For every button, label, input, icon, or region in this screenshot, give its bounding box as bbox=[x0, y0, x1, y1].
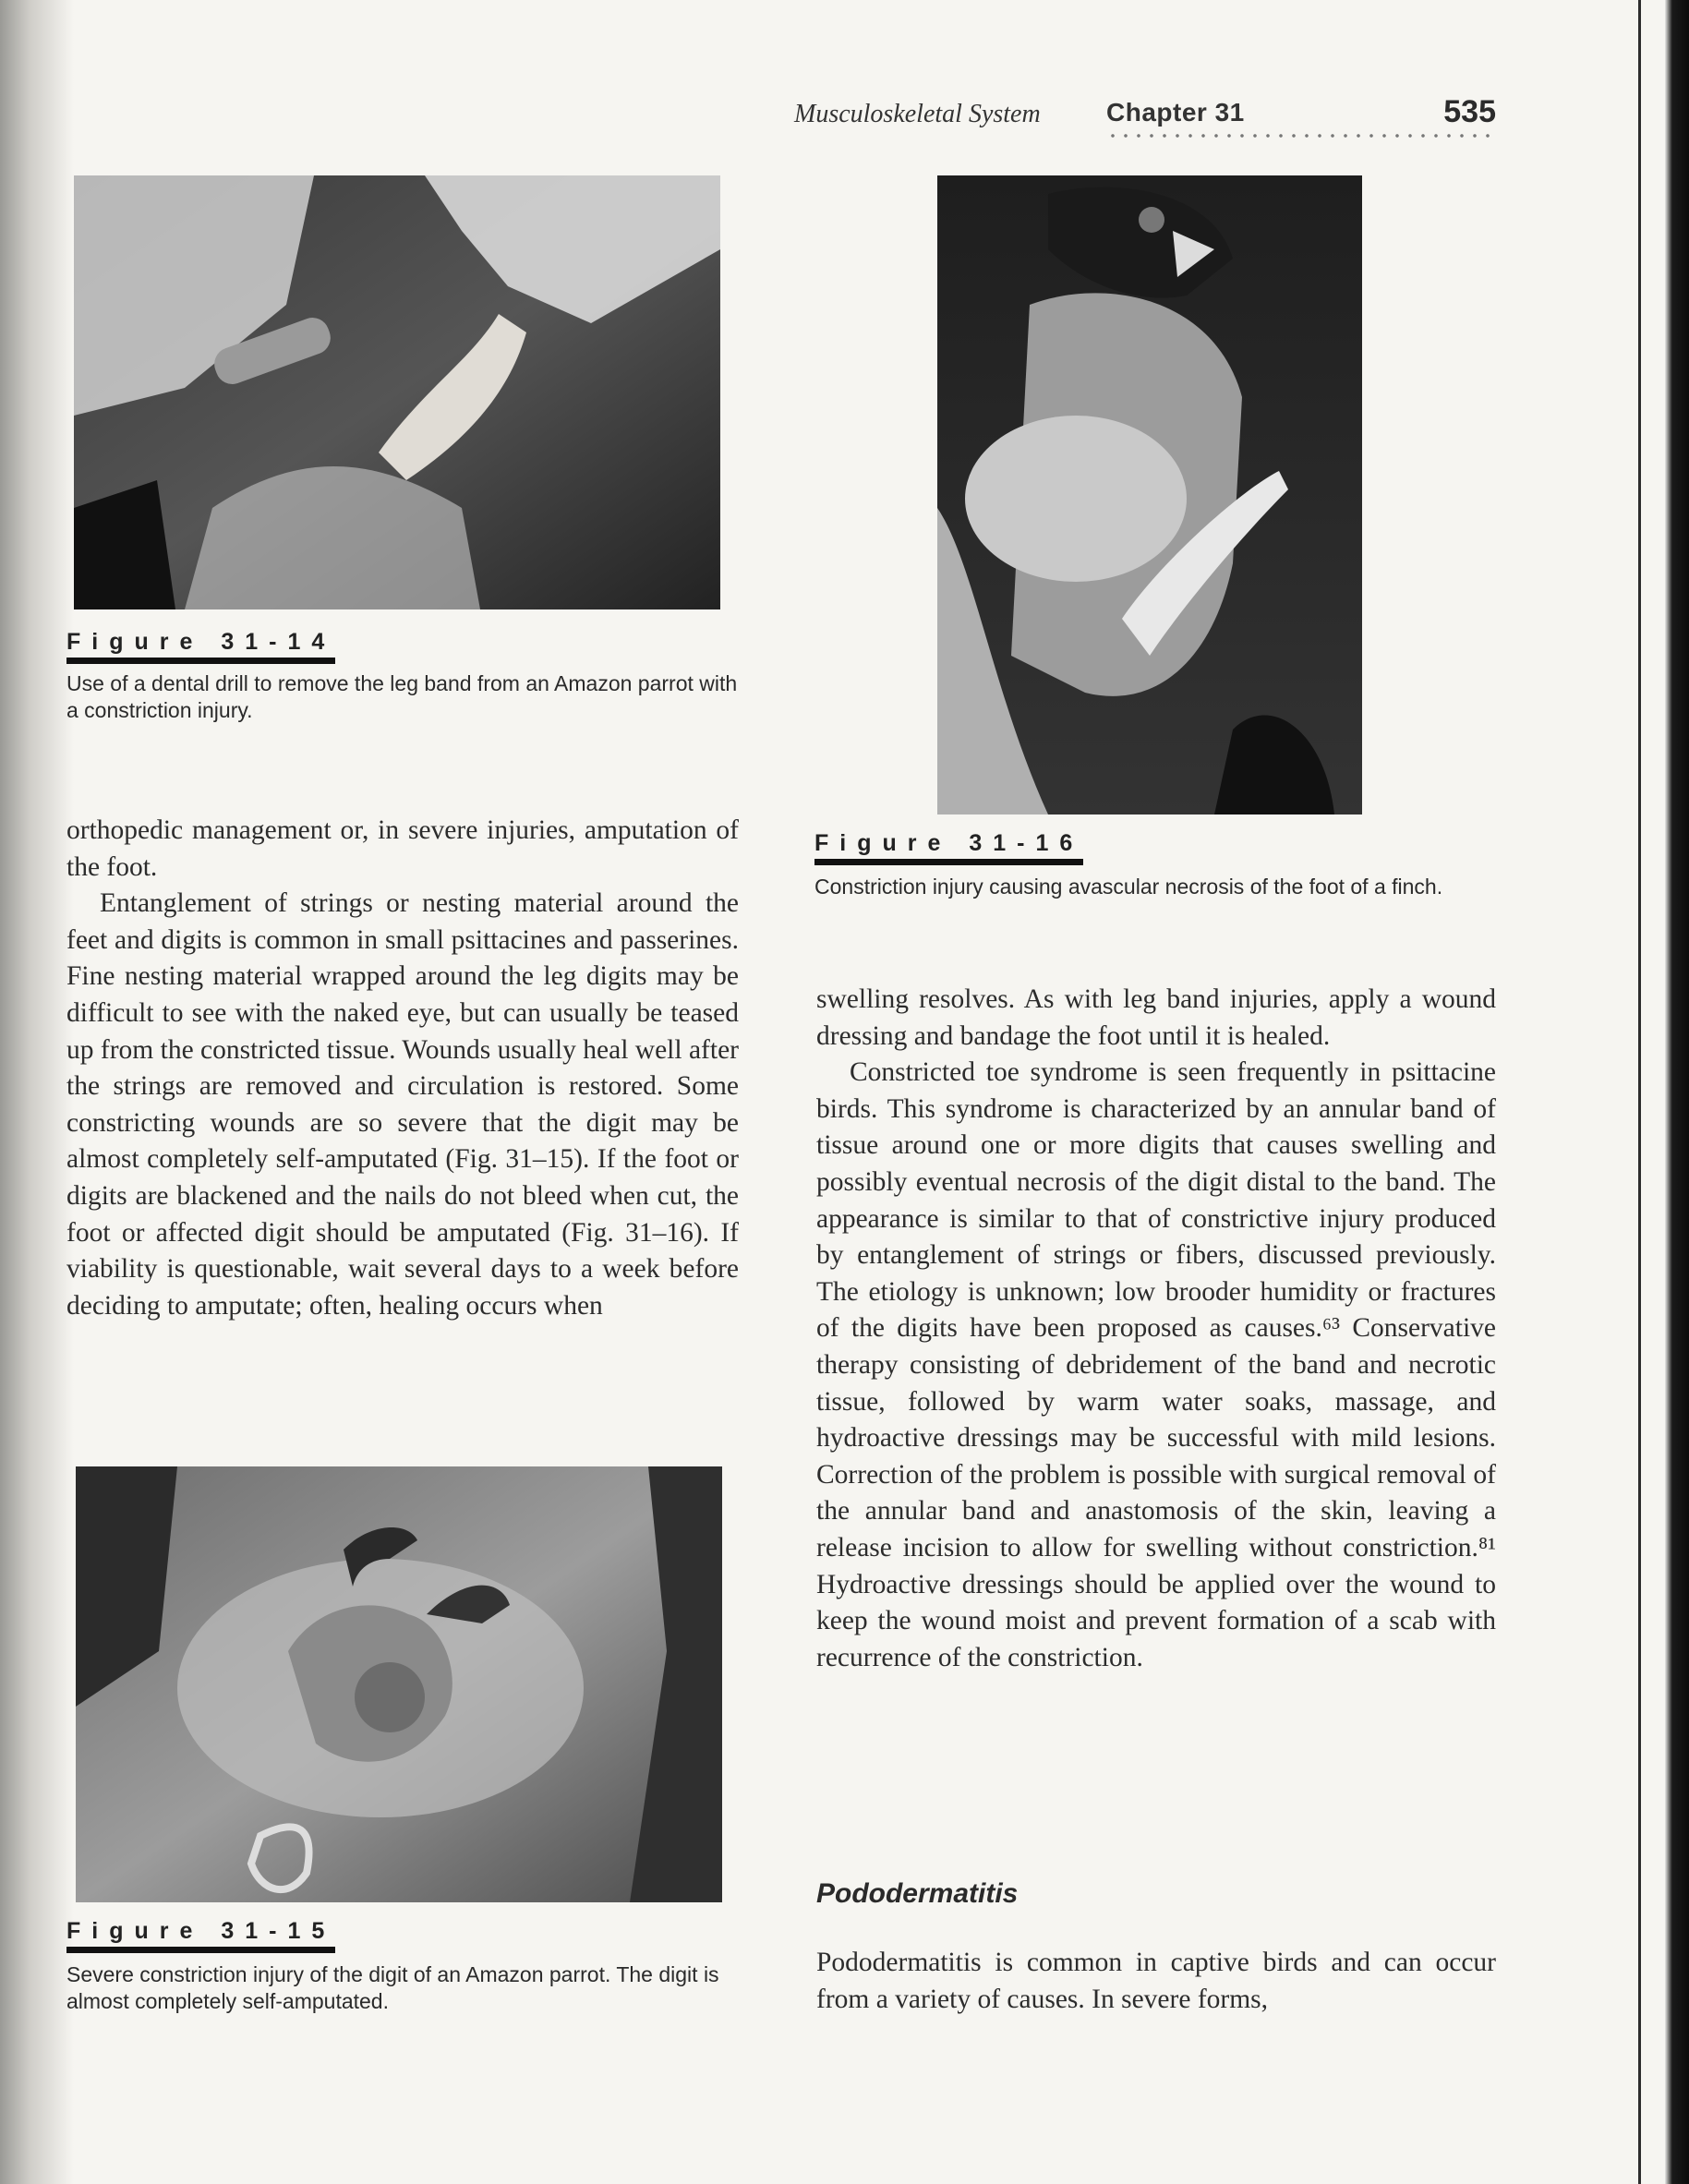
figure-31-15-caption: Severe constriction injury of the digit of an Amazon parrot. The digit is almost completely self-amputated. bbox=[66, 1962, 719, 2013]
right-column-text bbox=[816, 982, 1496, 1676]
pododermatitis-paragraph: Pododermatitis is common in captive birds and can occur from a variety of causes. In severe forms, bbox=[816, 1948, 1496, 2014]
left-paragraph-2: Entanglement of strings or nesting material around the feet and digits is common in small psittacines and passerines. Fine nesting material wrapped around the leg digits may be difficult to see with the naked eye, but can usually be teased up from the constricted tissue. Wounds usually heal well after the strings are removed and circulation is restored. Some constricting wounds are so severe that the digit may be almost completely self-amputated (Fig. 31–15). If the foot or digits are blackened and the nails do not bleed when cut, the foot or affected digit should be amputated (Fig. 31–16). If viability is questionable, wait several days to a week before deciding to amputate; often, healing occurs when bbox=[66, 888, 739, 1321]
scan-edge-left bbox=[0, 0, 74, 2184]
figure-31-14-caption: Use of a dental drill to remove the leg band from an Amazon parrot with a constriction injury. bbox=[66, 671, 738, 722]
figure-31-15-photo bbox=[76, 1466, 722, 1902]
figure-31-14-photo bbox=[74, 175, 720, 609]
pododermatitis-text bbox=[816, 1945, 1496, 2018]
left-column-text bbox=[66, 813, 739, 1324]
figure-31-16-photo bbox=[937, 175, 1362, 814]
right-paragraph-1: swelling resolves. As with leg band injuries, apply a wound dressing and bandage the foot until it is healed. bbox=[816, 984, 1496, 1051]
running-header bbox=[794, 94, 1496, 150]
figure-31-16-label: Figure 31-16 bbox=[814, 829, 1083, 865]
left-paragraph-1: orthopedic management or, in severe injuries, amputation of the foot. bbox=[66, 815, 739, 882]
page-number: 535 bbox=[1443, 94, 1496, 129]
running-title: Musculoskeletal System bbox=[794, 100, 1041, 128]
figure-31-15-label: Figure 31-15 bbox=[66, 1917, 335, 1953]
scan-edge-line bbox=[1638, 0, 1641, 2184]
section-heading-pododermatitis: Pododermatitis bbox=[816, 1878, 1019, 1909]
header-dot-rule bbox=[1106, 133, 1496, 139]
right-paragraph-2: Constricted toe syndrome is seen frequently in psittacine birds. This syndrome is characterized by an annular band of tissue around one or more digits that causes swelling and possibly eventual necrosis of the digit distal to the band. The appearance is similar to that of constrictive injury produced by entanglement of strings or fibers, discussed previously. The etiology is unknown; low brooder humidity or fractures of the digits have been proposed as causes.⁶³ Conservative therapy consisting of debridement of the band and necrotic tissue, followed by warm water soaks, massage, and hydroactive dressings may be successful with mild lesions. Correction of the problem is possible with surgical removal of the annular band and anastomosis of the skin, leaving a release incision to allow for swelling without constriction.⁸¹ Hydroactive dressings should be applied over the wound to keep the wound moist and prevent formation of a scab with recurrence of the constriction. bbox=[816, 1057, 1496, 1672]
scan-edge-right bbox=[1665, 0, 1689, 2184]
figure-31-14-label: Figure 31-14 bbox=[66, 628, 335, 664]
figure-31-16-caption: Constriction injury causing avascular necrosis of the foot of a finch. bbox=[814, 875, 1443, 899]
chapter-label: Chapter 31 bbox=[1106, 98, 1245, 127]
